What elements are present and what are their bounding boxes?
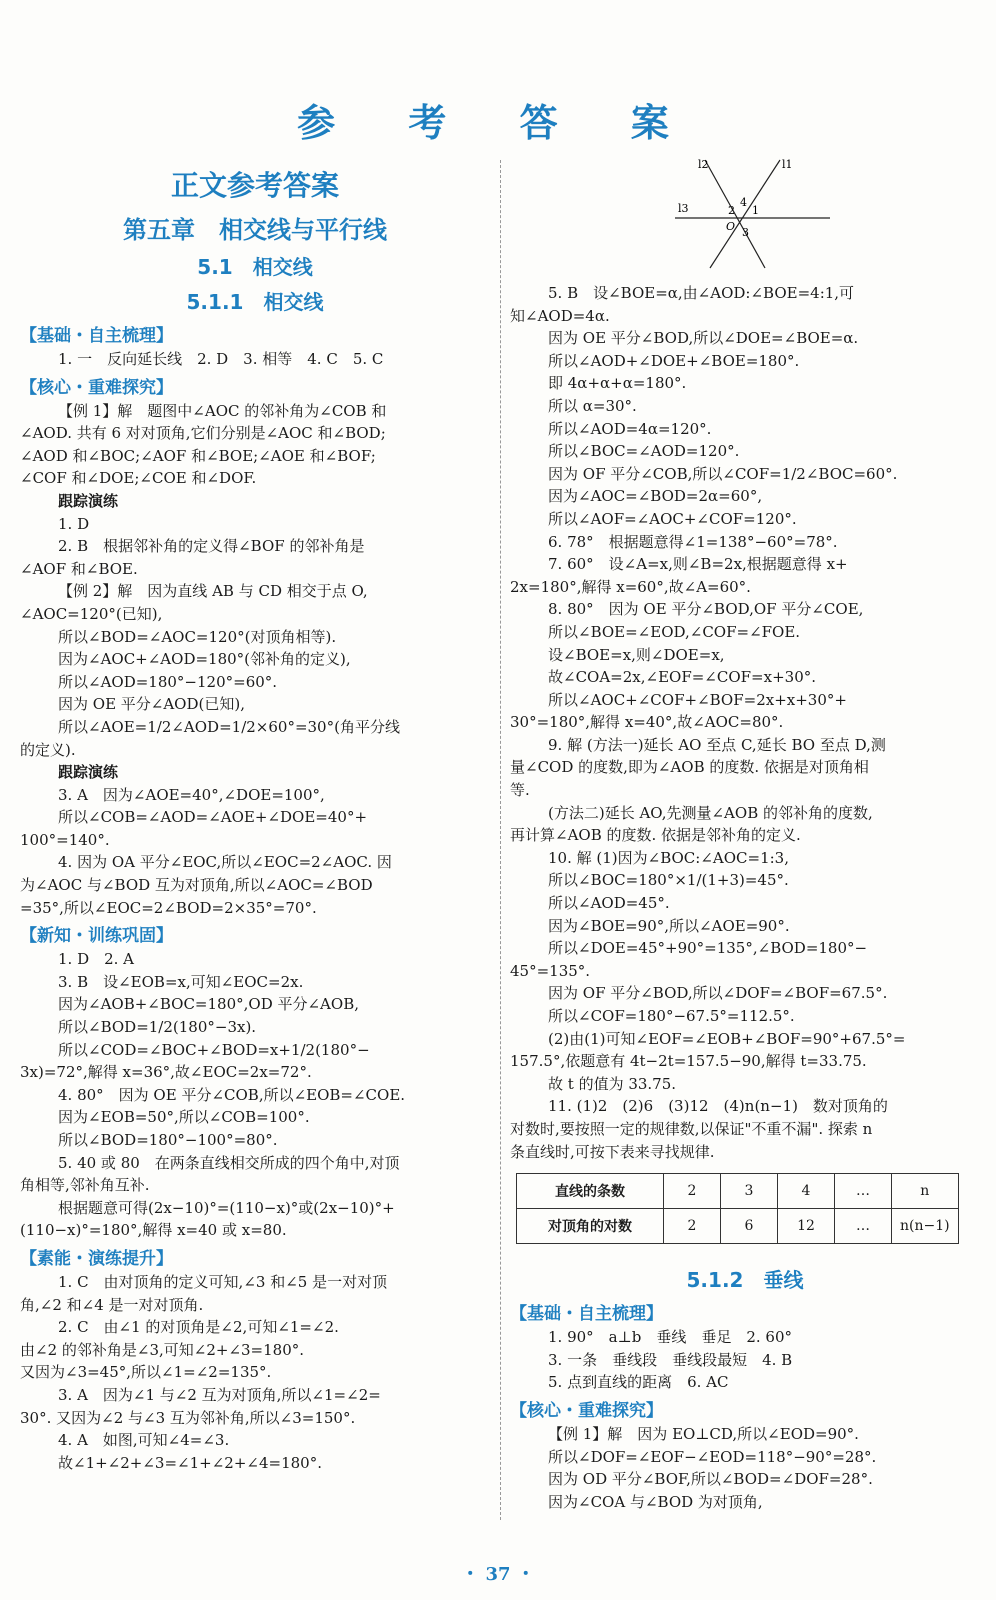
answer-line: 即 4α+α+α=180°.	[548, 374, 687, 393]
table-cell: …	[835, 1174, 892, 1209]
answer-line: =35°,所以∠EOC=2∠BOD=2×35°=70°.	[20, 898, 317, 917]
answer-line: 所以∠BOC=180°×1/(1+3)=45°.	[548, 871, 789, 890]
answer-line: ∠AOD. 共有 6 对对顶角,它们分别是∠AOC 和∠BOD;	[20, 424, 386, 443]
answer-line: 3. B 设∠EOB=x,可知∠EOC=2x.	[58, 972, 304, 991]
table-cell: 12	[778, 1209, 835, 1244]
angle-label-4: 4	[740, 196, 747, 209]
table-row	[517, 1174, 959, 1209]
answer-line: 所以∠DOE=45°+90°=135°,∠BOD=180°−	[548, 939, 868, 958]
answer-line: 3. A 因为∠1 与∠2 互为对顶角,所以∠1=∠2=	[58, 1385, 381, 1404]
section-tag: 【核心・重难探究】	[20, 377, 173, 398]
answer-line: 设∠BOE=x,则∠DOE=x,	[548, 645, 725, 664]
answer-line: 由∠2 的邻补角是∠3,可知∠2+∠3=180°.	[20, 1340, 305, 1359]
table-cell: 3	[721, 1174, 778, 1209]
table-cell: 4	[778, 1174, 835, 1209]
answer-line: 1. D	[58, 514, 90, 533]
answer-line: 30°=180°,解得 x=40°,故∠AOC=80°.	[510, 713, 784, 732]
answer-line: 根据题意可得(2x−10)°=(110−x)°或(2x−10)°+	[58, 1198, 395, 1217]
angle-label-3: 3	[742, 226, 749, 239]
answer-line: 1. 一 反向延长线 2. D 3. 相等 4. C 5. C	[58, 350, 384, 368]
answer-line: 所以∠BOD=∠AOC=120°(对顶角相等).	[58, 627, 337, 646]
label-l2: l2	[698, 158, 709, 171]
answer-line: 因为∠EOB=50°,所以∠COB=100°.	[58, 1108, 310, 1127]
answer-line: 11. (1)2 (2)6 (3)12 (4)n(n−1) 数对顶角的	[548, 1097, 888, 1116]
table-cell: …	[835, 1209, 892, 1244]
answer-line: 因为∠BOE=90°,所以∠AOE=90°.	[548, 916, 790, 935]
answer-line: 等.	[510, 781, 530, 800]
answer-line: 2. C 由∠1 的对顶角是∠2,可知∠1=∠2.	[58, 1318, 339, 1337]
answer-line: 4. 80° 因为 OE 平分∠COB,所以∠EOB=∠COE.	[58, 1085, 406, 1104]
answer-line: 角相等,邻补角互补.	[20, 1176, 150, 1195]
table-cell: 2	[664, 1174, 721, 1209]
answer-line: 所以∠BOE=∠EOD,∠COF=∠FOE.	[548, 622, 801, 641]
left-column	[20, 160, 490, 1474]
section-tag: 【基础・自主梳理】	[510, 1304, 663, 1325]
left-answer-lines	[20, 319, 490, 1474]
answer-line: 所以∠DOF=∠EOF−∠EOD=118°−90°=28°.	[548, 1447, 877, 1466]
answer-line: 所以∠BOD=180°−100°=80°.	[58, 1131, 278, 1149]
answer-line: 2. B 根据邻补角的定义得∠BOF 的邻补角是	[58, 537, 365, 556]
table-row-header: 对顶角的对数	[517, 1209, 664, 1244]
right-answer-lines-b	[510, 1297, 980, 1513]
answer-line: 所以 α=30°.	[548, 396, 637, 415]
answer-line: 因为 OF 平分∠COB,所以∠COF=1/2∠BOC=60°.	[548, 464, 898, 483]
point-label-o: O	[726, 220, 736, 233]
answer-line: 因为 OE 平分∠BOD,所以∠DOE=∠BOE=α.	[548, 329, 859, 348]
answer-line: 3. A 因为∠AOE=40°,∠DOE=100°,	[58, 785, 325, 804]
chapter-heading: 第五章 相交线与平行线	[123, 216, 387, 244]
answer-line: 157.5°,依题意有 4t−2t=157.5−90,解得 t=33.75.	[510, 1052, 867, 1071]
answer-line: 再计算∠AOB 的度数. 依据是邻补角的定义.	[510, 826, 801, 845]
subheading: 跟踪演练	[58, 491, 119, 510]
answer-line: (方法二)延长 AO,先测量∠AOB 的邻补角的度数,	[548, 803, 873, 822]
line-l1	[710, 160, 780, 268]
answer-line: 对数时,要按照一定的规律数,以保证"不重不漏". 探索 n	[510, 1119, 873, 1138]
table-row	[517, 1209, 959, 1244]
answer-line: 1. D 2. A	[58, 950, 135, 969]
answer-line: 因为∠AOC=∠BOD=2α=60°,	[548, 487, 763, 506]
answer-line: 【例 1】解 因为 EO⊥CD,所以∠EOD=90°.	[548, 1424, 859, 1443]
answer-line: (2)由(1)可知∠EOF=∠EOB+∠BOF=90°+67.5°=	[548, 1029, 906, 1048]
answer-line: 5. B 设∠BOE=α,由∠AOD:∠BOE=4:1,可	[548, 284, 855, 302]
label-l3: l3	[678, 202, 689, 215]
answer-line: 所以∠BOD=1/2(180°−3x).	[58, 1018, 257, 1037]
answer-line: 为∠AOC 与∠BOD 互为对顶角,所以∠AOC=∠BOD	[20, 876, 373, 895]
answer-line: 2x=180°,解得 x=60°,故∠A=60°.	[510, 577, 751, 596]
answer-line: 7. 60° 设∠A=x,则∠B=2x,根据题意得 x+	[548, 555, 848, 574]
label-l1: l1	[782, 158, 793, 171]
answer-line: 又因为∠3=45°,所以∠1=∠2=135°.	[20, 1363, 272, 1382]
answer-line: 所以∠AOC+∠COF+∠BOF=2x+x+30°+	[548, 690, 847, 709]
answer-line: 所以∠AOD+∠DOE+∠BOE=180°.	[548, 351, 800, 370]
table-row-header: 直线的条数	[517, 1174, 664, 1209]
section-tag: 【基础・自主梳理】	[20, 326, 173, 346]
answer-line: 因为∠COA 与∠BOD 为对顶角,	[548, 1492, 763, 1511]
answer-line: 5. 点到直线的距离 6. AC	[548, 1373, 729, 1392]
answer-line: ∠COF 和∠DOE;∠COE 和∠DOF.	[20, 469, 257, 488]
answer-line: 所以∠BOC=∠AOD=120°.	[548, 442, 740, 461]
answer-line: 5. 40 或 80 在两条直线相交所成的四个角中,对顶	[58, 1153, 400, 1172]
answer-line: 故∠1+∠2+∠3=∠1+∠2+∠4=180°.	[58, 1453, 322, 1472]
subsection2-heading: 5.1.2 垂线	[686, 1268, 804, 1293]
answer-line: 角,∠2 和∠4 是一对对顶角.	[20, 1295, 204, 1314]
answer-line: 因为 OE 平分∠AOD(已知),	[58, 695, 245, 714]
answer-line: 所以∠AOD=45°.	[548, 894, 670, 913]
answer-line: 6. 78° 根据题意得∠1=138°−60°=78°.	[548, 532, 838, 551]
answer-line: 所以∠AOE=1/2∠AOD=1/2×60°=30°(角平分线	[58, 717, 400, 736]
answer-line: 8. 80° 因为 OE 平分∠BOD,OF 平分∠COE,	[548, 600, 864, 619]
answer-line: 所以∠COD=∠BOC+∠BOD=x+1/2(180°−	[58, 1040, 370, 1059]
answer-line: 因为 OF 平分∠BOD,所以∠DOF=∠BOF=67.5°.	[548, 984, 888, 1003]
answer-line: 所以∠COB=∠AOD=∠AOE+∠DOE=40°+	[58, 808, 368, 827]
answer-line: 4. 因为 OA 平分∠EOC,所以∠EOC=2∠AOC. 因	[58, 853, 392, 872]
answer-line: 10. 解 (1)因为∠BOC:∠AOC=1:3,	[548, 848, 789, 867]
angle-label-1: 1	[752, 204, 759, 217]
table-cell: 2	[664, 1209, 721, 1244]
answer-line: 故 t 的值为 33.75.	[548, 1074, 677, 1093]
table-cell: n	[892, 1174, 959, 1209]
page-title: 参 考 答 案	[297, 100, 699, 145]
section-heading: 5.1 相交线	[197, 255, 313, 279]
subheading: 跟踪演练	[58, 763, 119, 782]
angle-label-2: 2	[728, 204, 735, 217]
section-tag: 【新知・训练巩固】	[20, 926, 173, 947]
answer-line: 1. 90° a⊥b 垂线 垂足 2. 60°	[548, 1328, 792, 1347]
answer-line: 4. A 如图,可知∠4=∠3.	[58, 1431, 230, 1450]
answer-line: 3x)=72°,解得 x=36°,故∠EOC=2x=72°.	[20, 1063, 312, 1082]
intersecting-lines-figure	[670, 150, 830, 270]
answer-line: ∠AOD 和∠BOC;∠AOF 和∠BOE;∠AOE 和∠BOF;	[20, 446, 376, 465]
main-heading: 正文参考答案	[170, 169, 339, 202]
answer-line: 因为∠AOB+∠BOC=180°,OD 平分∠AOB,	[58, 995, 359, 1014]
page-number: ・ 37 ・	[461, 1564, 535, 1585]
answer-line: 因为 OD 平分∠BOF,所以∠BOD=∠DOF=28°.	[548, 1470, 873, 1489]
answer-line: 9. 解 (方法一)延长 AO 至点 C,延长 BO 至点 D,测	[548, 735, 886, 754]
subsection-heading: 5.1.1 相交线	[186, 290, 324, 314]
answer-line: 的定义).	[20, 740, 76, 759]
answer-line: 100°=140°.	[20, 830, 110, 849]
section-tag: 【素能・演练提升】	[20, 1248, 173, 1269]
table-cell: 6	[721, 1209, 778, 1244]
answer-line: 因为∠AOC+∠AOD=180°(邻补角的定义),	[58, 650, 351, 669]
answer-line: 45°=135°.	[510, 961, 591, 980]
answer-line: 【例 1】解 题图中∠AOC 的邻补角为∠COB 和	[58, 401, 387, 420]
column-divider	[500, 160, 501, 1520]
answer-line: 所以∠AOD=180°−120°=60°.	[58, 672, 278, 691]
answer-line: ∠AOC=120°(已知),	[20, 604, 163, 623]
section-tag: 【核心・重难探究】	[510, 1400, 663, 1421]
right-column	[510, 150, 980, 1513]
answer-line: 知∠AOD=4α.	[510, 306, 610, 325]
right-answer-lines-a	[510, 282, 980, 1163]
answer-line: 所以∠COF=180°−67.5°=112.5°.	[548, 1007, 795, 1025]
answer-line: 1. C 由对顶角的定义可知,∠3 和∠5 是一对对顶	[58, 1272, 388, 1291]
answer-line: 3. 一条 垂线段 垂线段最短 4. B	[548, 1350, 793, 1369]
answer-line: (110−x)°=180°,解得 x=40 或 x=80.	[20, 1221, 287, 1240]
answer-line: 所以∠AOD=4α=120°.	[548, 419, 712, 438]
table-cell: n(n−1)	[892, 1209, 959, 1244]
answer-line: 所以∠AOF=∠AOC+∠COF=120°.	[548, 509, 797, 528]
answer-line: 【例 2】解 因为直线 AB 与 CD 相交于点 O,	[58, 582, 368, 601]
answer-line: 量∠COD 的度数,即为∠AOB 的度数. 依据是对顶角相	[510, 758, 869, 777]
answer-line: 故∠COA=2x,∠EOF=∠COF=x+30°.	[548, 668, 817, 687]
answer-table	[516, 1173, 959, 1244]
answer-line: 条直线时,可按下表来寻找规律.	[510, 1142, 715, 1161]
answer-line: ∠AOF 和∠BOE.	[20, 559, 138, 578]
answer-line: 30°. 又因为∠2 与∠3 互为邻补角,所以∠3=150°.	[20, 1408, 356, 1427]
